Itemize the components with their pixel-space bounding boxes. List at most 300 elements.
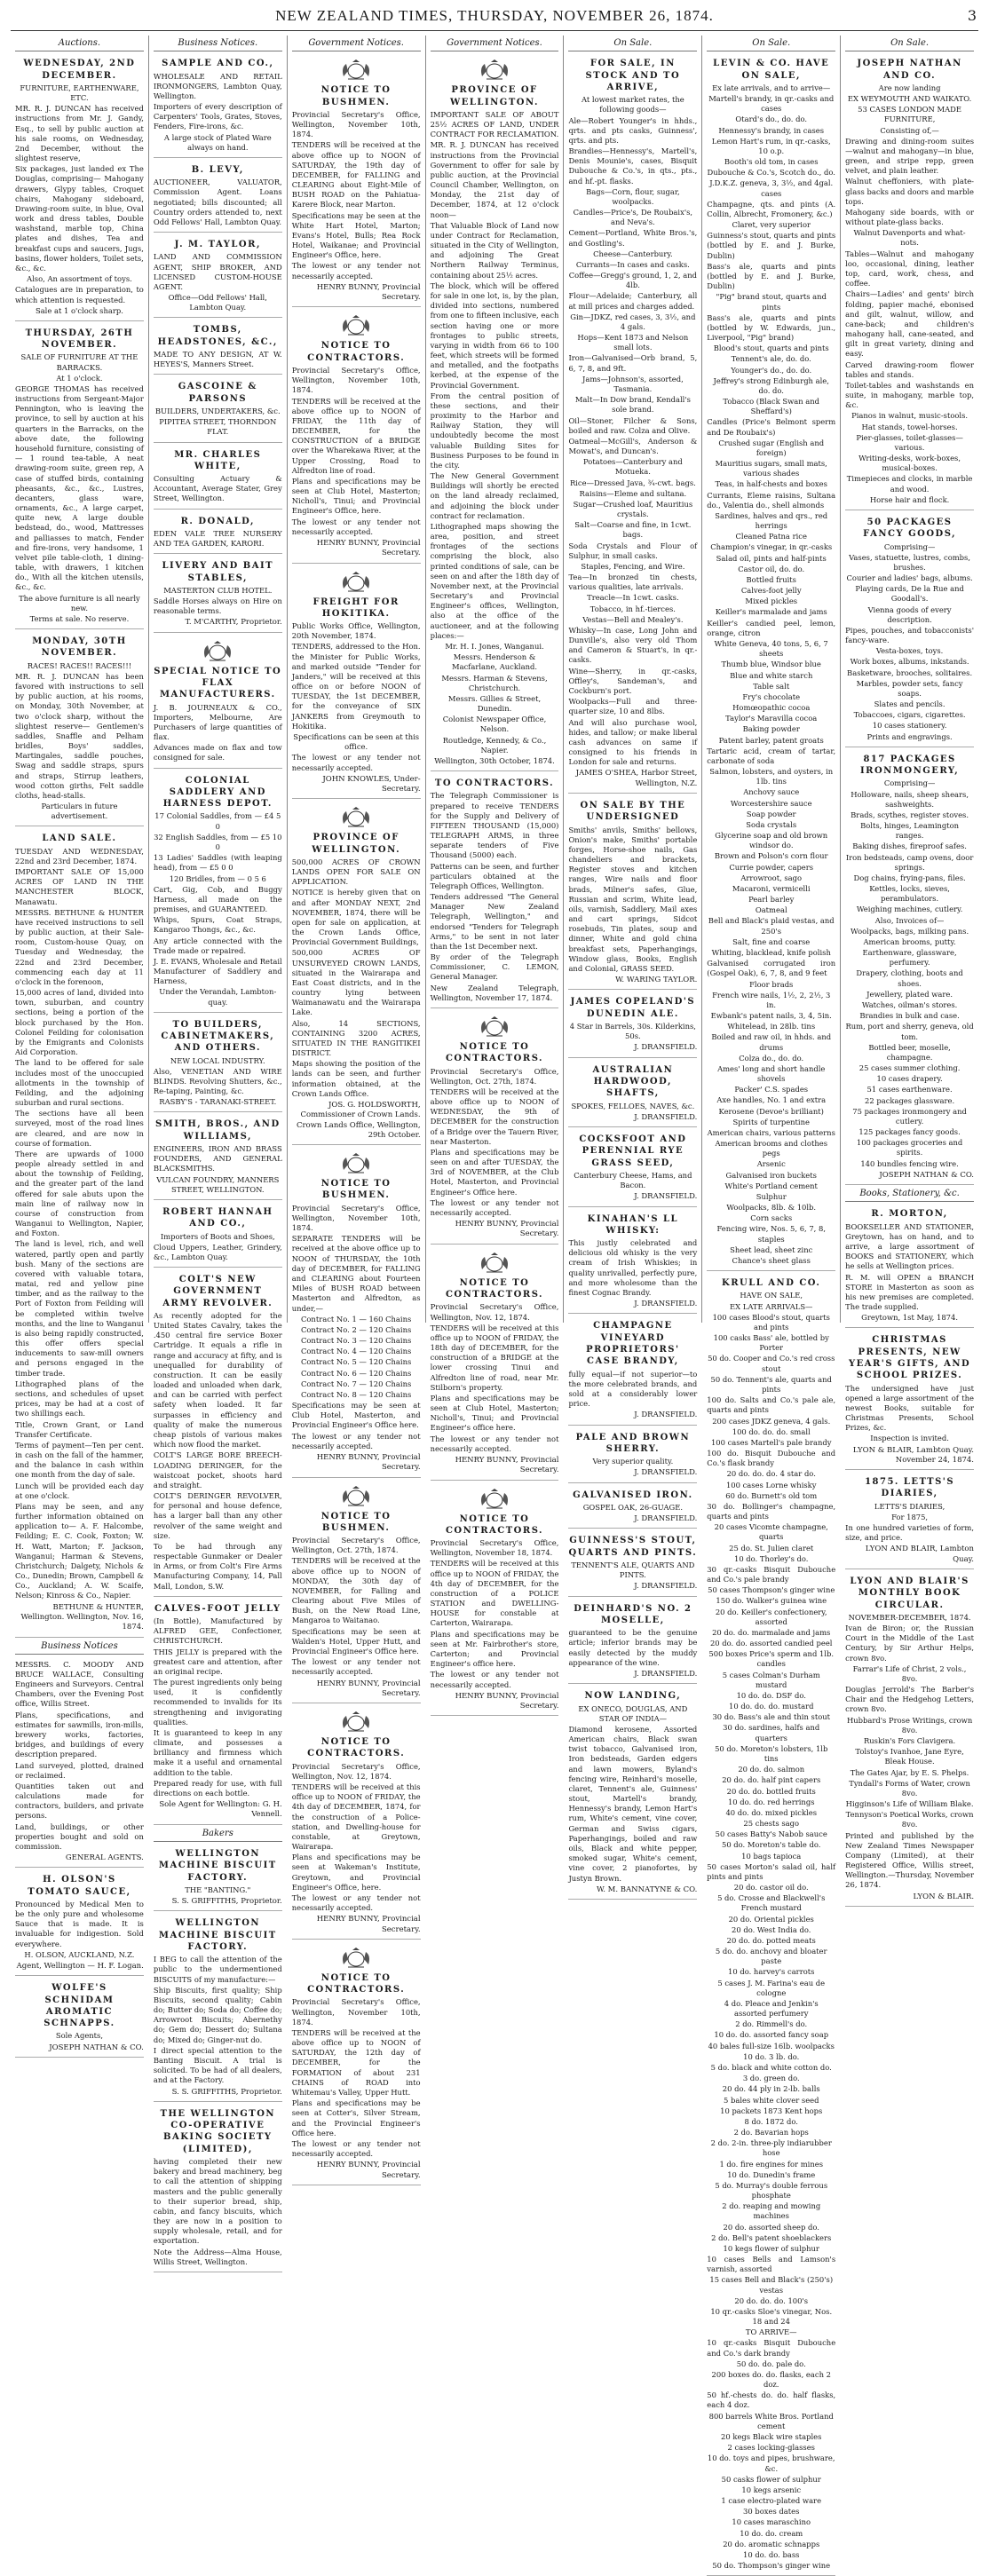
ad-paragraph: To be had through any respectable Gunmaker or Dealer in Arms, or from Colt's Fire Arms Manufacturing Company, 14, Pall Mall, London, S.W.: [153, 1541, 282, 1591]
column-section-header: Business Notices: [15, 1640, 144, 1655]
ad-paragraph: Vesta-boxes, toys.: [875, 646, 944, 656]
ad-paragraph: Calves-foot jelly: [740, 586, 802, 596]
ad-paragraph: The lowest or any tender not necessarily accepted.: [291, 1431, 421, 1450]
ad-paragraph: Vestas—Bell and Mealey's.: [582, 614, 684, 624]
ad-body: [154, 1311, 282, 1592]
ad-paragraph: Wine—Sherry, in qr.-casks, Offley's, Sandeman's, and Cockburn's port.: [568, 666, 698, 695]
ad-paragraph: Holloware, nails, sheep shears, sashweights.: [851, 789, 969, 809]
advertisement: [845, 54, 974, 510]
ad-paragraph: Cement—Portland, White Bros.'s, and Gostling's.: [568, 228, 698, 248]
ad-paragraph: Bags—Corn, flour, sugar, woolpacks.: [586, 186, 680, 206]
advertisement: [154, 2105, 282, 2272]
ad-paragraph: PIPITEA STREET, THORNDON FLAT.: [159, 417, 277, 437]
ad-paragraph: R. M. will OPEN a BRANCH STORE in Masterton as soon as his new premises are completed. The trade supplied.: [845, 1272, 975, 1312]
advertisement: [568, 992, 697, 1057]
ad-title: FREIGHT FOR HOKITIKA.: [313, 597, 400, 619]
ad-paragraph: Soda Crystals and Flour of Sulphur, in small casks.: [568, 541, 698, 560]
ad-paragraph: Advances made on flax and tow consigned for sale.: [153, 743, 282, 763]
ad-paragraph: Mauritius sugars, small mats, various shades: [715, 459, 827, 478]
ad-paragraph: EX WEYMOUTH AND WAIKATO.: [847, 94, 972, 104]
ad-paragraph: 50 do. Moreton's table do.: [721, 1840, 821, 1850]
ad-signature: W. WARING TAYLOR.: [615, 976, 698, 985]
ad-title: R. DONALD,: [180, 516, 255, 526]
advertisement: [154, 161, 282, 233]
ad-title: DEINHARD'S NO. 2 MOSELLE,: [574, 1603, 692, 1625]
ad-paragraph: The lowest or any tender not necessarily accepted.: [291, 517, 421, 536]
ad-paragraph: VULCAN FOUNDRY, MANNERS STREET, WELLINGTON.: [156, 1174, 280, 1194]
ad-body: [15, 352, 144, 624]
ad-paragraph: Ivan de Biron; or, the Russian Court in the Middle of the Last Century, by Sir Arthur Helps, crown 8vo.: [845, 1624, 975, 1663]
ad-paragraph: Keiller's marmalade and jams: [715, 607, 827, 617]
ad-paragraph: Jeffrey's strong Edinburgh ale, do. do.: [713, 375, 829, 395]
ad-signature: Sole Agent for Wellington: G. H. Vennell.: [159, 1800, 282, 1820]
ad-paragraph: In one hundred varieties of form, size, and price.: [845, 1523, 975, 1543]
ad-paragraph: Woolpacks, bags, milking pans.: [851, 926, 969, 936]
ad-paragraph: BOOKSELLER AND STATIONER, Greytown, has on hand, and to arrive, a large assortment of BOOKS and STATIONERY, which he sells at Wellington prices.: [845, 1221, 975, 1271]
ad-paragraph: Provincial Secretary's Office, Wellington, Oct. 27th, 1874.: [291, 1536, 421, 1555]
ad-paragraph: 200 cases JDKZ geneva, 4 gals.: [712, 1416, 831, 1426]
ad-paragraph: Plans and specifications may be seen at Mr. Fairbrother's store, Carterton; and Provincial Engineer's office here.: [430, 1629, 559, 1669]
ad-paragraph: J. E. EVANS, Wholesale and Retail Manufacturer of Saddlery and Harness,: [153, 956, 282, 986]
ad-signature: HENRY BUNNY, Provincial Secretary.: [316, 1679, 421, 1698]
ad-paragraph: 10 cases Bells and Lamson's varnish, assorted: [707, 2255, 836, 2274]
advertisement: [431, 1247, 559, 1481]
ad-signature: HENRY BUNNY, Provincial Secretary.: [316, 1452, 421, 1473]
ad-title: COLONIAL SADDLERY AND HARNESS DEPOT.: [162, 775, 273, 810]
ad-title: NOTICE TO CONTRACTORS.: [307, 341, 406, 363]
ad-paragraph: The undersigned have just opened a large assortment of the newest Books, suitable for Christmas Presents, School Prizes, &c.: [845, 1383, 975, 1433]
ad-paragraph: Under the Verandah, Lambton-quay.: [159, 987, 277, 1007]
ad-title: SPECIAL NOTICE TO FLAX MANUFACTURERS.: [154, 666, 282, 700]
ad-paragraph: 125 packages fancy goods.: [858, 1127, 961, 1137]
ad-paragraph: Contract No. 1 — 160 Chains: [300, 1314, 412, 1324]
ad-paragraph: 100 cases Martell's pale brandy: [710, 1437, 832, 1447]
ad-paragraph: Brandies—Hennessy's, Martell's, Denis Mounie's, cases, Bisquit Dubouche & Co.'s, in qts., pts., and hf.-pt. flasks.: [568, 146, 698, 186]
ad-paragraph: 20 do. do. assorted candied peel: [709, 1639, 833, 1648]
ad-paragraph: Pronounced by Medical Men to be the only pure and wholesome Sauce that is made. It is invaluable for indigestion. Sold everywhere.: [15, 1899, 144, 1948]
ad-body: [568, 1561, 697, 1580]
ad-paragraph: Sulphur: [756, 1191, 787, 1201]
ad-paragraph: Saddle Horses always on Hire on reasonable terms.: [153, 597, 282, 616]
ad-paragraph: French wire nails, 1½, 2, 2½, 3 in.: [712, 990, 831, 1009]
ad-paragraph: Importers of every description of Carpenters' Tools, Grates, Stoves, Fenders, Fire-irons, &c.: [153, 102, 282, 131]
ad-paragraph: 5 cases J. M. Farina's eau de cologne: [717, 1978, 826, 1997]
ad-paragraph: 22 packages glassware.: [865, 1095, 955, 1105]
ad-paragraph: guaranteed to be the genuine article; inferior brands may be easily detected by the muddy appearance of the wine.: [568, 1628, 698, 1667]
ad-paragraph: SALE OF FURNITURE AT THE BARRACKS.: [20, 352, 138, 372]
ad-signature: JAMES O'SHEA, Harbor Street, Wellington, N.Z.: [575, 769, 698, 788]
ad-paragraph: Provincial Secretary's Office, Wellington, Nov. 12, 1874.: [291, 1761, 421, 1781]
ad-signature: GENERAL AGENTS.: [65, 1853, 144, 1863]
ad-signature: J. DRANSFIELD.: [634, 1300, 698, 1309]
ad-paragraph: Contract No. 4 — 120 Chains: [300, 1347, 412, 1356]
ad-paragraph: 10 cases drapery.: [876, 1074, 943, 1084]
ad-paragraph: Arrowroot, sago: [740, 873, 803, 882]
ad-signature: JOHN KNOWLES, Under-Secretary.: [322, 774, 421, 794]
ad-paragraph: Colza do., do. do.: [739, 1053, 804, 1063]
ad-paragraph: Douglas Jerrold's The Barber's Chair and the Hedgehog Letters, crown 8vo.: [845, 1685, 975, 1714]
ad-paragraph: 8 do. 1872 do.: [744, 2116, 798, 2126]
ad-paragraph: 25 cases summer clothing.: [858, 1063, 961, 1073]
ad-paragraph: Currants—In cases and casks.: [575, 259, 690, 269]
ad-body: [292, 857, 421, 1099]
ad-title: ON SALE BY THE UNDERSIGNED: [580, 800, 686, 823]
ad-paragraph: And will also purchase wool, hides, and tallow; or make liberal cash advances on same if consigned to his friends in London for sale and returns.: [568, 717, 698, 767]
ad-paragraph: Contract No. 3 — 120 Chains: [300, 1336, 412, 1346]
ad-paragraph: TENDERS will be received at the above office up to NOON of FRIDAY, the 11th day of DECEMBER, for the CONSTRUCTION of a BRIDGE over the Wharekawa River, at the Upper Crossing, Road to Alfredton line of road.: [291, 396, 421, 475]
ad-paragraph: White's Portland cement: [724, 1181, 818, 1190]
ad-paragraph: MADE TO ANY DESIGN, AT W. HEYES'S, Manners Street.: [153, 350, 282, 369]
ad-paragraph: Slates and pencils.: [874, 699, 945, 709]
advertisement: [431, 1011, 559, 1245]
ad-title: PROVINCE OF WELLINGTON.: [450, 85, 539, 107]
ad-paragraph: Consulting Actuary & Accountant, Average Stater, Grey Street, Wellington.: [153, 474, 282, 503]
ad-paragraph: 50 do. Thompson's ginger wine: [712, 2561, 831, 2571]
ad-body: [292, 110, 421, 281]
advertisement: [292, 54, 421, 307]
ad-paragraph: Plans and specifications may be seen at Club Hotel, Masterton; Nicholl's, Tinui; and Provincial Engineer's office here.: [430, 1393, 559, 1433]
ad-paragraph: 50 do. Tennent's ale, quarts and pints: [710, 1374, 832, 1394]
ad-body: [154, 1144, 282, 1195]
ad-paragraph: Staples, Fencing, and Wire.: [581, 561, 685, 571]
ad-paragraph: Also, VENETIAN AND WIRE BLINDS. Revolving Shutters, &c., Re-taping, Painting, &c.: [153, 1066, 282, 1096]
advertisement: [15, 324, 144, 629]
ad-paragraph: IMPORTANT SALE OF 15,000 ACRES OF LAND IN THE MANCHESTER BLOCK, Manawatu.: [15, 867, 144, 906]
ad-paragraph: LETTS'S DIARIES,: [874, 1501, 945, 1511]
ad-paragraph: Guinness's stout, quarts and pints (bottled by E. and J. Burke, Dublin): [707, 231, 836, 260]
ad-title: FOR SALE, IN STOCK AND TO ARRIVE,: [585, 59, 681, 92]
ad-paragraph: It is guaranteed to keep in any climate, and possesses a brilliancy and firmness which make it a useful and ornamental addition to the table.: [153, 1727, 282, 1777]
ad-paragraph: Oatmeal: [755, 905, 787, 915]
ad-paragraph: 20 do. 44 ply in 2-lb. balls: [722, 2084, 820, 2094]
ad-paragraph: 2 do. Bell's patent shoeblackers: [711, 2232, 832, 2242]
ad-signature: T. M'CARTHY, Proprietor.: [185, 618, 282, 628]
ad-paragraph: Marbles, powder sets, fancy soaps.: [856, 678, 963, 698]
ad-paragraph: 30 do. Bollinger's champagne, quarts and pints: [707, 1501, 836, 1521]
ad-paragraph: fully equal—if not superior—to the more celebrated brands, and sold at a considerably lower price.: [568, 1369, 698, 1409]
ad-body: [292, 1204, 421, 1451]
ad-paragraph: THE "BANTING.": [185, 1885, 251, 1894]
ad-paragraph: Lemon Hart's rum, in qr.-casks, 10 o.p.: [711, 136, 831, 155]
ad-paragraph: "Pig" brand stout, quarts and pints: [716, 292, 827, 312]
advertisement: [15, 1870, 144, 1976]
ad-paragraph: Higginson's Life of William Blake.: [845, 1799, 974, 1809]
ad-title: 50 PACKAGES FANCY GOODS,: [863, 517, 957, 540]
ad-paragraph: The land is level, rich, and well watered, partly open and partly bush. Many of the sections are covered with valuable totara, matai, red and yellow pine timber, and as the railway to the Port of Foxton from Feilding will be completed within twelve months, and the line to Wanganui is also being rapidly constructed, this offer offers special inducements to saw-mill owners and persons engaged in the timber trade.: [15, 1239, 144, 1378]
columns-container: [11, 36, 978, 2571]
ad-paragraph: Also, 14 SECTIONS, CONTAINING 3200 ACRES, SITUATED IN THE RANGITIKEI DISTRICT.: [291, 1018, 421, 1058]
ad-paragraph: Baking powder: [742, 724, 800, 734]
ad-title: NOTICE TO CONTRACTORS.: [445, 1041, 544, 1064]
advertisement: [845, 1572, 974, 1907]
ad-paragraph: Sardines, halves and qrs., red herrings: [715, 510, 828, 531]
ad-paragraph: Are now landing: [878, 83, 941, 92]
ad-title: WELLINGTON MACHINE BISCUIT FACTORY.: [158, 1849, 277, 1883]
ad-paragraph: American brooms and clothes pegs: [715, 1139, 827, 1158]
ad-paragraph: having completed their new bakery and bread machinery, beg to call the attention of shipping masters and the public generally to their superior bread, ship, cabin, and fancy biscuits, which they are now in a position to supply wholesale, retail, and for exportation.: [153, 2157, 282, 2246]
masthead-rule: [11, 30, 978, 31]
ad-paragraph: Hennessy's brandy, in cases: [718, 125, 825, 135]
ad-paragraph: Dubouche & Co.'s, Scotch do., do.: [707, 168, 835, 178]
ad-paragraph: Pier-glasses, toilet-glasses—various.: [856, 432, 963, 452]
ad-paragraph: Public Works Office, Wellington, 20th November, 1874.: [291, 621, 421, 641]
ad-paragraph: 30 do. sardines, halfs and quarters: [723, 1723, 820, 1742]
ad-paragraph: Writing-desks, work-boxes, musical-boxes.: [858, 454, 961, 473]
ad-paragraph: Tea—In bronzed tin chests, various qualities, late arrivals.: [568, 573, 698, 592]
ad-signature: W. M. BANNATYNE & CO.: [597, 1885, 698, 1894]
ad-paragraph: Blue and white starch: [730, 670, 813, 680]
advertisement: [568, 1600, 697, 1685]
ad-title: NOTICE TO BUSHMEN.: [320, 1179, 392, 1201]
ad-paragraph: 2 do. Rimmell's do.: [735, 2019, 808, 2029]
ad-paragraph: Consisting of,—: [880, 125, 939, 135]
advertisement: [154, 377, 282, 442]
ad-signature: S. S. GRIFFITHS, Proprietor.: [171, 2087, 282, 2097]
ad-paragraph: Pianos in walnut, music-stools.: [851, 411, 969, 421]
ad-paragraph: Martell's brandy, in qr.-casks and cases: [708, 94, 835, 114]
ad-paragraph: Terms at sale. No reserve.: [29, 613, 130, 623]
ad-body: [568, 1370, 697, 1410]
ad-body: [568, 1102, 697, 1111]
ad-body: [568, 1022, 697, 1041]
ad-paragraph: White Geneva, 40 tons, 5, 6, 7 sheets: [714, 639, 828, 659]
ad-paragraph: J. B. JOURNEAUX & CO., Importers, Melbourne, Are Purchasers of large quantities of flax.: [153, 702, 282, 742]
ad-signature: LYON & BLAIR, Lambton Quay. November 24, 1874.: [852, 1445, 975, 1465]
ad-paragraph: Mahogany side boards, with or without plate-glass backs.: [845, 207, 975, 227]
ad-paragraph: 10 do. 3 lb. do.: [743, 2051, 800, 2061]
ad-paragraph: Patent barley, patent groats: [718, 735, 824, 745]
ad-paragraph: Messrs. Harman & Stevens, Christchurch.: [441, 673, 548, 692]
ad-paragraph: 10 do. do. bass: [743, 2549, 800, 2559]
ad-paragraph: 500,000 ACRES OF UNSURVEYED CROWN LANDS, situated in the Wairarapa and East Coast districts, and in the country lying between Waimanawatu and the Wairarapa Lake.: [291, 948, 421, 1017]
ad-paragraph: Soda crystals: [746, 819, 797, 829]
ad-paragraph: Plans may be seen, and any further information obtained on application to— A. F. Halcombe, Feilding; E. C. Cook, Foxton; W. H. Watt, Marton; F. Jackson, Wanganui; Harman & Stevens, Christchurch; Dalgety, Nichols & Co., Dunedin; Brown, Campbell & Co., Auckland; A. W. Scaife, Nelson; Kinross & Co., Napier.: [15, 1501, 144, 1600]
ad-paragraph: 15,000 acres of land, divided into town, suburban, and country sections, being a portion of the block purchased by the Hon. Colonel Feilding for colonisation by the Emigrants and Colonists Aid Corporation.: [15, 988, 144, 1057]
advertisement: [154, 1845, 282, 1911]
ad-paragraph: Blood's stout, quarts and pints: [713, 344, 829, 353]
ad-title: GUINNESS'S STOUT, QUARTS AND PINTS.: [568, 1536, 698, 1558]
ad-paragraph: Printed and published by the New Zealand Times Newspaper Company (Limited), at their Registered Office, Willis street, Wellington.—Thursday, November 26, 1874.: [845, 1830, 975, 1890]
ad-paragraph: Rum, port and sherry, geneva, old tom.: [845, 1022, 974, 1041]
ad-paragraph: Carved drawing-room flower tables and stands.: [845, 360, 975, 379]
ad-paragraph: 20 do. Oriental pickles: [728, 1914, 814, 1924]
ad-paragraph: A large stock of Plated Ware always on hand.: [163, 132, 272, 152]
ad-paragraph: Walnut Davenports and what-nots.: [853, 228, 966, 248]
ad-paragraph: Earthenware, glassware, perfumery.: [862, 948, 957, 968]
ad-paragraph: Tenders addressed "The General Manager New Zealand Telegraph, Wellington," and endorsed "Tenders for Telegraph Arms," to be sent in not later than the 1st December next.: [430, 892, 559, 951]
ad-paragraph: Booth's old tom, in cases: [724, 157, 819, 167]
ad-paragraph: 5 do. black and white cotton do.: [710, 2062, 832, 2072]
ad-title: R. MORTON,: [871, 1209, 948, 1220]
ad-body: [154, 703, 282, 763]
ad-signature: J. DRANSFIELD.: [634, 1410, 698, 1420]
ad-paragraph: 5 bales white clover seed: [723, 2095, 819, 2105]
ad-paragraph: Iron bedsteads, camp ovens, door springs.: [845, 852, 974, 872]
advertisement: [845, 513, 974, 747]
ad-paragraph: 13 Ladies' Saddles (with leaping head), from — £5 0 0: [153, 853, 282, 873]
ad-paragraph: BUILDERS, UNDERTAKERS, &c.: [154, 406, 281, 415]
ad-paragraph: Ale—Robert Younger's in hhds., qrts. and pts casks, Guinness', qrts. and pts.: [568, 115, 698, 145]
royal-crest-icon: [477, 59, 512, 82]
ad-title: CALVES-FOOT JELLY: [154, 1603, 281, 1614]
ad-body: [154, 474, 282, 504]
ad-paragraph: Pipes, pouches, and tobacconists' fancy-ware.: [845, 625, 975, 645]
ad-paragraph: RACES! RACES!! RACES!!!: [27, 660, 132, 670]
ad-paragraph: Teas, in half-chests and boxes: [715, 479, 827, 489]
ad-paragraph: 10 qr.-casks Bisquit Dubouche and Co.'s dark brandy: [707, 2338, 836, 2358]
ad-body: [292, 621, 421, 773]
ad-body: [845, 1384, 974, 1444]
ad-title: THE WELLINGTON CO-OPERATIVE BAKING SOCIETY (LIMITED),: [160, 2108, 276, 2154]
ad-signature: JOSEPH NATHAN & CO.: [879, 1170, 975, 1180]
ad-paragraph: Pearl barley: [748, 895, 795, 905]
ad-paragraph: Spirits of turpentine: [732, 1117, 810, 1126]
ad-paragraph: 100 do. Bisquit Dubouche and Co.'s flask brandy: [707, 1449, 836, 1468]
royal-crest-icon: [338, 1485, 374, 1508]
newspaper-column: [564, 36, 702, 1894]
ad-paragraph: As recently adopted for the United States Cavalry, takes the .450 central fire service Boxer Cartridge. It equals a rifle in range and accuracy at fifty, and is unequalled for durability of construction. It can be easily loaded and unloaded when dark, and can be carried with perfect safety when loaded. It far surpasses in efficiency and quality of make the numerous cheap pistols of various makes which now flood the market.: [153, 1310, 282, 1450]
ad-paragraph: Plans, specifications, and estimates for sawmills, iron-mills, brewery works, factories, bridges, and buildings of every description prepared.: [15, 1710, 144, 1759]
ad-title: JAMES COPELAND'S DUNEDIN ALE.: [570, 997, 696, 1019]
ad-paragraph: Otard's do., do. do.: [735, 115, 808, 124]
ad-paragraph: Cleaned Patna rice: [735, 532, 807, 541]
advertisement: [292, 1481, 421, 1704]
ad-paragraph: Wellington, 30th October, 1874.: [434, 755, 555, 765]
ad-paragraph: Chance's sheet glass: [732, 1255, 811, 1265]
ad-paragraph: The purest ingredients only being used, it is confidently recommended to invalids for its strengthening and invigorating qualities.: [153, 1678, 282, 1727]
advertisement: [845, 1331, 974, 1470]
ad-paragraph: Hops—Kent 1873 and Nelson small lots.: [577, 333, 689, 352]
newspaper-column: [288, 36, 426, 2180]
ad-paragraph: TO ARRIVE—: [745, 2327, 797, 2337]
ad-paragraph: Hubbard's Prose Writings, crown 8vo.: [846, 1715, 973, 1734]
advertisement: [568, 1486, 697, 1529]
royal-crest-icon: [338, 571, 374, 594]
ad-paragraph: Salmon, lobsters, and oysters, in 1lb. tins: [709, 767, 834, 786]
ad-paragraph: COLT'S DERINGER REVOLVER, for personal and house defence, has a larger ball than any other revolver of the same weight and size.: [153, 1491, 282, 1540]
column-section-header: Government Notices.: [292, 37, 421, 51]
ad-paragraph: 20 do. do. marmalade and jams: [712, 1627, 831, 1637]
ad-paragraph: Thumb blue, Windsor blue: [721, 660, 821, 669]
ad-signature: J. DRANSFIELD.: [634, 1192, 698, 1202]
ad-paragraph: COLT'S LARGE BORE BREECH-LOADING DERINGER, for the waistcoat pocket, shoots hard and straight.: [153, 1450, 282, 1489]
ad-paragraph: Ship Biscuits, first quality; Ship Biscuits, second quality; Cabin do; Butter do; Soda do; Coffee do; Arrowroot Biscuits; Abernethy do; Gem do; Dessert do; Sultana do; Mixed do; Ginger-nut do.: [153, 1985, 282, 2044]
ad-paragraph: There are upwards of 1000 people already settled in and about the township of Feilding, and the greater part of the land offered for sale abuts upon the main line of railway now in course of construction from Wanganui to Wellington, Napier, and Foxton.: [15, 1149, 144, 1238]
advertisement: [154, 1914, 282, 2101]
ad-title: COCKSFOOT AND PERENNIAL RYE GRASS SEED,: [579, 1134, 687, 1168]
ad-paragraph: Sugar—Crushed loaf, Mauritius crystals.: [573, 499, 693, 519]
ad-paragraph: TENDERS will be received at this office up to NOON of FRIDAY, the 4th day of DECEMBER, for the construction of a POLICE STATION and DWELLING-HOUSE for constable at Carterton, Wairarapa.: [430, 1559, 559, 1628]
ad-paragraph: 10 do. do. cream: [740, 2528, 803, 2538]
ad-paragraph: 150 do. Walker's guinea wine: [716, 1596, 827, 1606]
ad-signature: HENRY BUNNY, Provincial Secretary.: [316, 282, 421, 303]
ad-paragraph: 40 bales full-size 16lb. woolpacks: [708, 2041, 835, 2051]
ad-paragraph: Mr. H. I. Jones, Wanganui.: [445, 642, 544, 651]
ad-paragraph: Plans and specifications may be seen on and after TUESDAY, the 3rd of NOVEMBER, at the Club Hotel, Masterton, and Provincial Engineer's Office here.: [430, 1147, 559, 1197]
ad-paragraph: Farrar's Life of Christ, 2 vols., 8vo.: [852, 1663, 967, 1683]
ad-paragraph: 10 do. Dunedin's frame: [727, 2169, 816, 2179]
ad-paragraph: TUESDAY AND WEDNESDAY, 22nd and 23rd December, 1874.: [15, 846, 144, 865]
ad-paragraph: 20 do. castor oil do.: [733, 1883, 809, 1892]
ad-paragraph: 100 cases Blood's stout, quarts and pints: [712, 1312, 830, 1331]
ad-paragraph: The lowest or any tender not necessarily accepted.: [430, 1434, 559, 1453]
ad-paragraph: 10 do. Thorley's do.: [733, 1553, 809, 1563]
ad-paragraph: 3 do. green do.: [742, 2074, 800, 2083]
royal-crest-icon: [477, 1488, 512, 1511]
ad-title: LAND SALE.: [42, 834, 117, 844]
ad-paragraph: 17 Colonial Saddles, from — £4 5 0: [154, 811, 281, 831]
advertisement: [431, 1483, 559, 1717]
ad-body: [154, 350, 282, 369]
ad-paragraph: Packer' C.S. spades: [734, 1085, 809, 1094]
ad-paragraph: Lithographed plans of the sections, and schedules of upset prices, may be had at a cost of two shillings each.: [15, 1379, 144, 1418]
royal-crest-icon: [338, 1711, 374, 1734]
ad-paragraph: 10 do. do. do. mustard: [729, 1702, 814, 1711]
ad-signature: J. DRANSFIELD.: [634, 1468, 698, 1478]
advertisement: [154, 320, 282, 375]
ad-paragraph: Fencing wire, Nos. 5, 6, 7, 8, staples: [716, 1224, 826, 1244]
advertisement: [568, 1130, 697, 1207]
ad-paragraph: Provincial Secretary's Office, Wellington, November 10th, 1874.: [291, 1997, 421, 2027]
page-number: 3: [967, 7, 977, 24]
ad-paragraph: 15 cases Bell and Black's (250's) vestas: [709, 2275, 834, 2295]
ad-paragraph: Taylor's Maravilla cocoa: [725, 714, 818, 723]
ad-paragraph: The lowest or any tender not necessarily accepted.: [291, 2138, 421, 2159]
royal-crest-icon: [338, 1947, 374, 1970]
ad-paragraph: NOVEMBER-DECEMBER, 1874.: [848, 1612, 971, 1622]
ad-paragraph: 800 barrels White Bros. Portland cement: [708, 2411, 834, 2430]
ad-paragraph: Particulars in future advertisement.: [41, 802, 118, 821]
ad-signature: J. DRANSFIELD.: [634, 1112, 698, 1122]
ad-paragraph: Tobaccoes, cigars, cigarettes.: [853, 710, 966, 720]
ad-paragraph: 10 qr.-casks Sloe's vinegar, Nos. 18 and 24: [710, 2306, 833, 2327]
ad-paragraph: Lunch will be provided each day at one o'clock.: [15, 1481, 144, 1500]
ad-signature: HENRY BUNNY, Provincial Secretary.: [316, 1915, 421, 1934]
ad-body: [568, 826, 697, 975]
ad-body: [15, 661, 144, 822]
ad-paragraph: 5 do. Crosse and Blackwell's French mustard: [717, 1893, 826, 1913]
ad-paragraph: Catalogues are in preparation, to which attention is requested.: [15, 285, 144, 304]
ad-paragraph: 20 do. assorted sheep do.: [723, 2222, 819, 2232]
ad-paragraph: 50 cases Batty's Nabob sauce: [715, 1829, 827, 1839]
ad-title: CHAMPAGNE VINEYARD PROPRIETORS' CASE BRANDY,: [586, 1321, 680, 1367]
ad-paragraph: By order of the Telegraph Commissioner, C. LEMON, General Manager.: [430, 952, 559, 982]
ad-paragraph: Contract No. 2 — 120 Chains: [300, 1324, 412, 1334]
ad-paragraph: 20 do. Keiller's confectionery, assorted: [715, 1607, 827, 1626]
ad-paragraph: Vienna goods of every description.: [867, 604, 952, 624]
ad-body: [154, 407, 282, 438]
newspaper-column: [841, 36, 978, 1901]
advertisement: [154, 1015, 282, 1113]
advertisement: [292, 1942, 421, 2185]
ad-paragraph: The lowest or any tender not necessarily accepted.: [430, 1197, 559, 1217]
ad-paragraph: EDEN VALE TREE NURSERY AND TEA GARDEN, KARORI.: [153, 528, 282, 549]
ad-title: 1875. LETTS'S DIARIES,: [865, 1477, 955, 1499]
advertisement: [568, 1061, 697, 1127]
column-section-header: Government Notices.: [431, 37, 559, 51]
column-section-header: On Sale.: [707, 37, 835, 51]
advertisement: [707, 1274, 835, 2576]
ad-paragraph: Baking dishes, fireproof safes.: [852, 842, 967, 851]
ad-paragraph: Kerosene (Devoe's brilliant): [718, 1106, 824, 1116]
royal-crest-icon: [338, 59, 374, 82]
ad-paragraph: The lowest or any tender not necessarily accepted.: [291, 261, 421, 281]
ad-paragraph: Vases, statuette, lustres, combs, brushes.: [849, 552, 971, 572]
ad-paragraph: Prepared ready for use, with full directions on each bottle.: [153, 1778, 282, 1798]
ad-paragraph: Younger's do., do. do.: [731, 365, 812, 375]
ad-paragraph: Jewellery, plated ware.: [866, 989, 953, 999]
ad-paragraph: At lowest market rates, the following goods—: [581, 95, 684, 115]
